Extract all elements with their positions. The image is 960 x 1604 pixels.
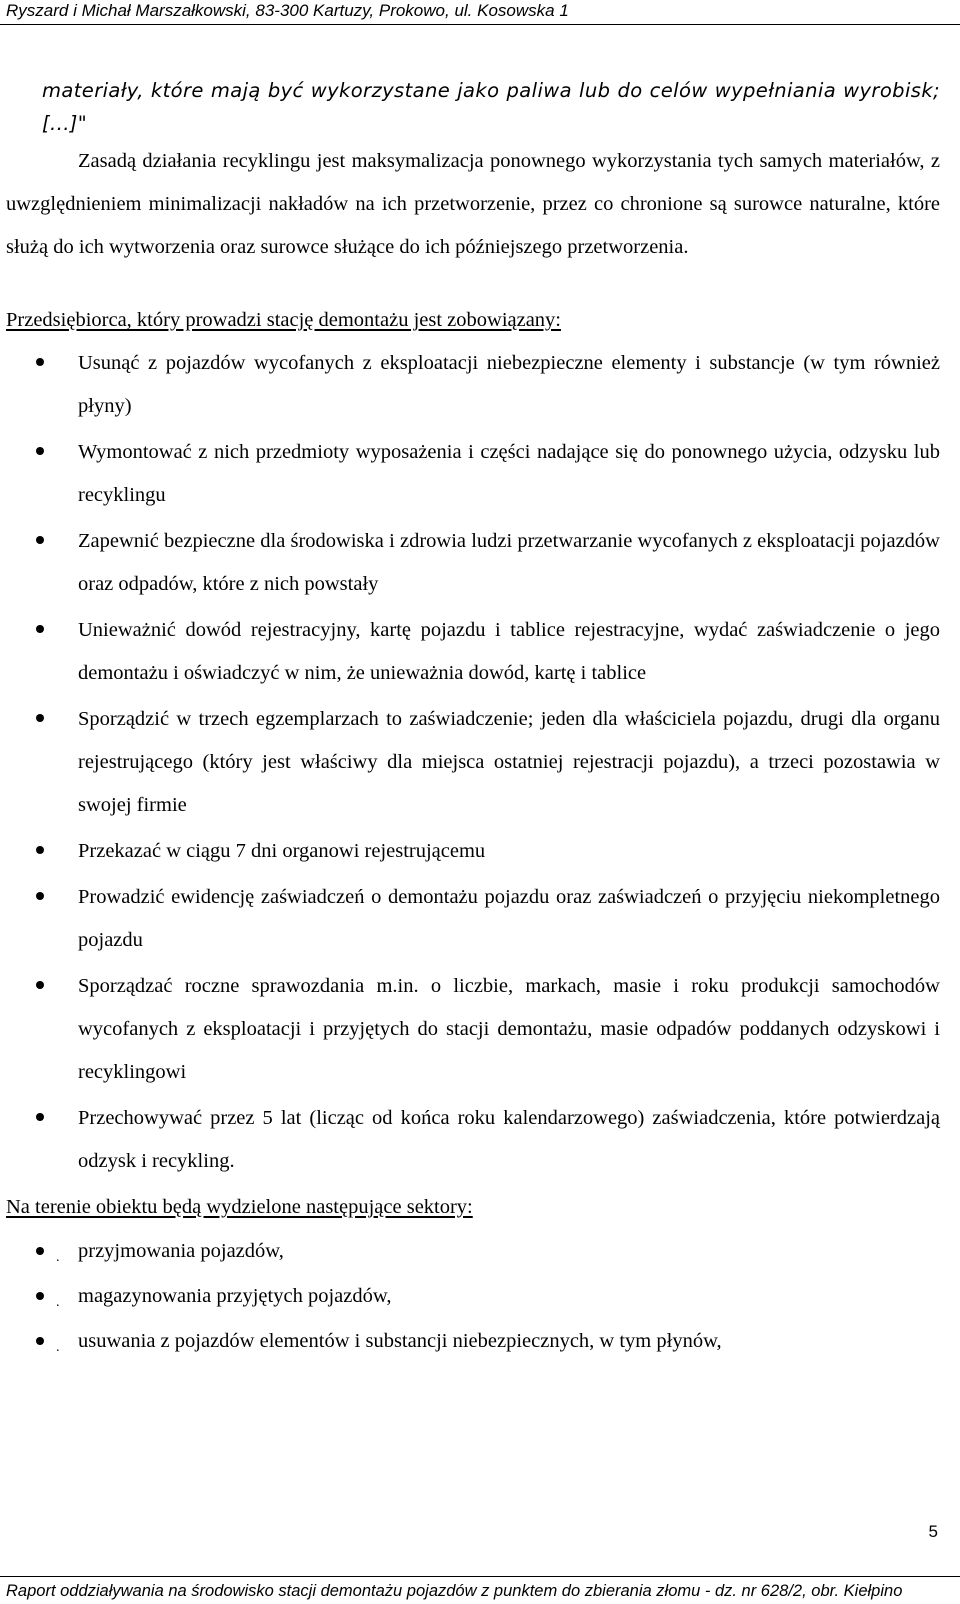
list-item: Przekazać w ciągu 7 dni organowi rejestrującemu	[6, 830, 940, 873]
marker: .	[56, 1340, 60, 1355]
bullet-icon	[36, 536, 44, 544]
page-number: 5	[928, 1522, 938, 1541]
list-item: Sporządzić w trzech egzemplarzach to zaświadczenie; jeden dla właściciela pojazdu, drugi dla organu rejestrującego (który jest właściwy dla miejsca ostatniej rejestracji pojazdu), a trzeci pozostawia w swojej firmie	[6, 698, 940, 827]
page-header	[0, 0, 960, 24]
bullet-icon	[36, 1292, 44, 1300]
obligations-list	[6, 342, 940, 1183]
list-item: Unieważnić dowód rejestracyjny, kartę pojazdu i tablice rejestracyjne, wydać zaświadczenie o jego demontażu i oświadczyć w nim, że unieważnia dowód, kartę i tablice	[6, 609, 940, 695]
list-item: Prowadzić ewidencję zaświadczeń o demontażu pojazdu oraz zaświadczeń o przyjęciu niekompletnego pojazdu	[6, 876, 940, 962]
bullet-icon	[36, 447, 44, 455]
list-item: . usuwania z pojazdów elementów i substancji niebezpiecznych, w tym płynów,	[6, 1319, 940, 1364]
sectors-list	[6, 1229, 940, 1364]
obligations-heading: Przedsiębiorca, który prowadzi stację demontażu jest zobowiązany:	[6, 309, 562, 331]
list-item: Przechowywać przez 5 lat (licząc od końca roku kalendarzowego) zaświadczenia, które potwierdzają odzysk i recykling.	[6, 1097, 940, 1183]
bullet-icon	[36, 892, 44, 900]
footer-divider	[0, 1576, 960, 1577]
header-divider	[0, 24, 960, 25]
sectors-heading: Na terenie obiektu będą wydzielone następujące sektory:	[6, 1196, 473, 1218]
quoted-definition: materiały, które mają być wykorzystane jako paliwa lub do celów wypełniania wyrobisk;[...]"	[42, 79, 940, 135]
page-body	[6, 74, 940, 1364]
marker: .	[56, 1250, 60, 1265]
list-item: . magazynowania przyjętych pojazdów,	[6, 1274, 940, 1319]
bullet-icon	[36, 1113, 44, 1121]
bullet-icon	[36, 358, 44, 366]
bullet-icon	[36, 846, 44, 854]
list-item: Sporządzać roczne sprawozdania m.in. o liczbie, markach, masie i roku produkcji samochodów wycofanych z eksploatacji i przyjętych do stacji demontażu, masie odpadów poddanych odzyskowi i recyklingowi	[6, 965, 940, 1094]
header-text: Ryszard i Michał Marszałkowski, 83-300 Kartuzy, Prokowo, ul. Kosowska 1	[6, 1, 569, 20]
marker: .	[56, 1295, 60, 1310]
list-item: . przyjmowania pojazdów,	[6, 1229, 940, 1274]
list-item: Zapewnić bezpieczne dla środowiska i zdrowia ludzi przetwarzanie wycofanych z eksploatacji pojazdów oraz odpadów, które z nich powstały	[6, 520, 940, 606]
footer-text: Raport oddziaływania na środowisko stacji demontażu pojazdów z punktem do zbierania złomu - dz. nr 628/2, obr. Kiełpino	[6, 1582, 903, 1600]
bullet-icon	[36, 1247, 44, 1255]
bullet-icon	[36, 981, 44, 989]
list-item: Usunąć z pojazdów wycofanych z eksploatacji niebezpieczne elementy i substancje (w tym również płyny)	[6, 342, 940, 428]
bullet-icon	[36, 1337, 44, 1345]
list-item: Wymontować z nich przedmioty wyposażenia i części nadające się do ponownego użycia, odzysku lub recyklingu	[6, 431, 940, 517]
bullet-icon	[36, 625, 44, 633]
recycling-principle-paragraph: Zasadą działania recyklingu jest maksymalizacja ponownego wykorzystania tych samych materiałów, z uwzględnieniem minimalizacji nakładów na ich przetworzenie, przez co chronione są surowce naturalne, które służą do ich wytworzenia oraz surowce służące do ich późniejszego przetworzenia.	[6, 150, 940, 258]
bullet-icon	[36, 714, 44, 722]
